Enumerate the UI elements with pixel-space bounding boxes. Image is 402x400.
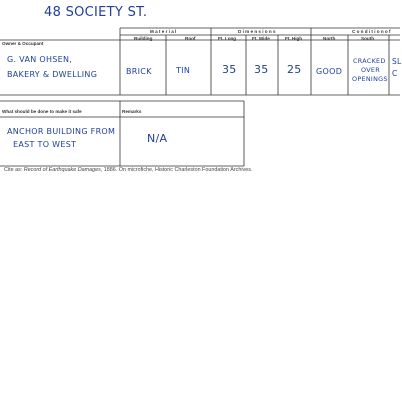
citation-title: Record of Earthquake Damages [23,167,101,173]
north-condition-value: GOOD [316,67,343,76]
owner-occupancy: BAKERY & DWELLING [7,70,98,79]
safety-action-line2: EAST TO WEST [13,140,77,149]
roof-header: Roof [185,36,196,41]
owner-name: G. VAN OHSEN, [7,55,73,64]
ft-wide-header: Ft. Wide [252,36,270,41]
ft-long-header: Ft. Long [218,36,237,41]
remarks-value: N/A [147,132,168,145]
address-heading: 48 SOCIETY ST. [44,5,148,20]
east-condition-partial-line2: C [392,69,398,78]
remarks-header: Remarks [122,109,142,114]
owner-occupant-header: Owner & Occupant [2,41,44,46]
safety-action-line1: ANCHOR BUILDING FROM [7,127,116,136]
ft-high-header: Ft. High [285,36,303,41]
ft-wide-value: 35 [254,63,269,76]
south-condition-line1: CRACKED [353,57,386,65]
what-to-make-safe-header: What should be done to make it safe [2,109,82,114]
building-material-value: BRICK [126,67,152,76]
south-condition-line3: OPENINGS [352,75,388,83]
dimensions-header: D i m e n s i o n s [238,29,276,34]
south-condition-line2: OVER [361,66,380,74]
south-header: South [361,36,375,41]
citation-note [4,167,252,173]
ft-long-value: 35 [222,63,237,76]
north-header: North [323,36,336,41]
condition-of-header: C o n d i t i o n o f [352,29,391,34]
building-header: Building [134,36,153,41]
roof-material-value: TIN [176,66,191,75]
citation-prefix: Cite as: [4,167,23,173]
material-header: M a t e r i a l [150,29,177,34]
ft-high-value: 25 [287,63,302,76]
citation-rest: , 1886. On microfiche, Historic Charleston Foundation Archives. [100,167,253,173]
east-condition-partial-line1: SL [392,57,402,66]
